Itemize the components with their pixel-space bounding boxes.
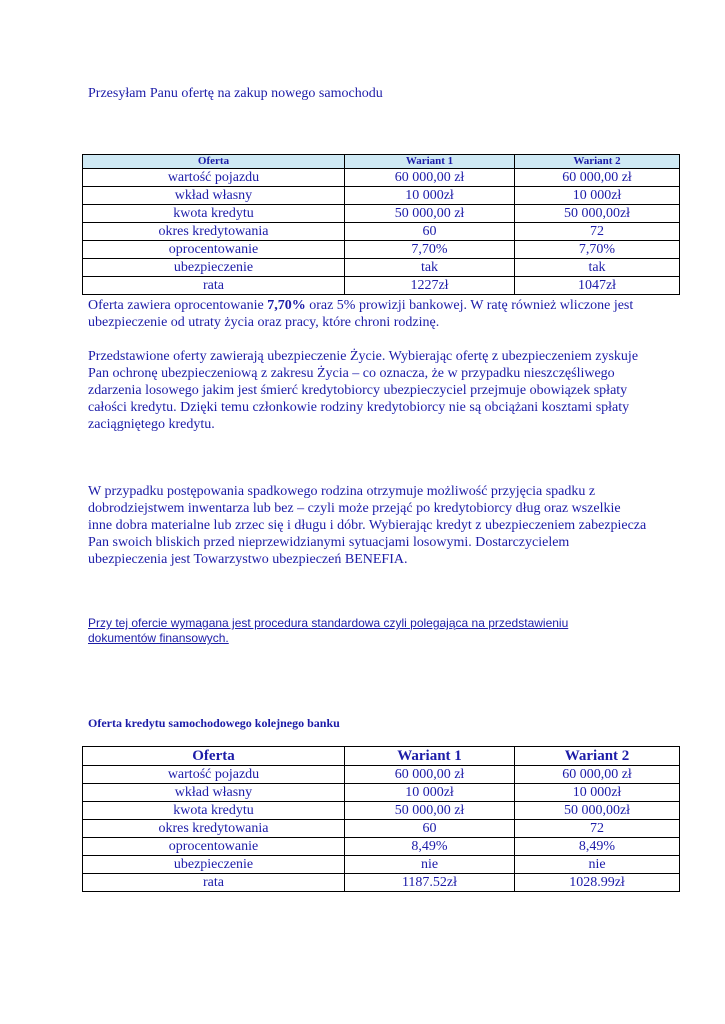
header-cell: Wariant 2: [515, 747, 680, 766]
table-cell: 1047zł: [515, 277, 680, 295]
table-cell: kwota kredytu: [83, 802, 345, 820]
table-cell: 60: [345, 820, 515, 838]
table-cell: wkład własny: [83, 187, 345, 205]
table-header-row: [83, 155, 680, 169]
offer-table-1: [82, 154, 680, 295]
table-row: [83, 277, 680, 295]
table-row: [83, 259, 680, 277]
table-cell: 8,49%: [515, 838, 680, 856]
header-cell: Wariant 1: [345, 155, 515, 169]
table-cell: nie: [345, 856, 515, 874]
table-cell: 72: [515, 820, 680, 838]
table-row: [83, 784, 680, 802]
insurance-paragraph: Przedstawione oferty zawierają ubezpieczenie Życie. Wybierając ofertę z ubezpieczeniem zyskuje Pan ochronę ubezpieczeniową z zakresu Życia – co oznacza, że w przypadku nieszczęśliwego zdarzenia losowego jakim jest śmierć kredytobiorcy ubezpieczyciel przejmuje obowiązek spłaty całości kredytu. Dzięki temu członkowie rodziny kredytobiorcy nie są obciążani kosztami spłaty zaciągniętego kredytu.: [88, 349, 639, 432]
table-cell: 7,70%: [515, 241, 680, 259]
table-cell: 50 000,00 zł: [345, 802, 515, 820]
table-row: [83, 766, 680, 784]
table-cell: tak: [345, 259, 515, 277]
table-cell: ubezpieczenie: [83, 856, 345, 874]
table-header-row: [83, 747, 680, 766]
inheritance-paragraph: W przypadku postępowania spadkowego rodzina otrzymuje możliwość przyjęcia spadku z dobrodziejstwem inwentarza lub bez – czyli może przejąć po kredytobiorcy dług oraz wszelkie inne dobra materialne lub zrzec się i długu i dóbr. Wybierając kredyt z ubezpieczeniem zabezpiecza Pan swoich bliskich przed nieprzewidzianymi sytuacjami losowymi. Dostarczycielem ubezpieczenia jest Towarzystwo ubezpieczeń BENEFIA.: [88, 484, 647, 567]
table-cell: wartość pojazdu: [83, 766, 345, 784]
table-cell: 50 000,00zł: [515, 205, 680, 223]
table-cell: okres kredytowania: [83, 223, 345, 241]
table-cell: rata: [83, 874, 345, 892]
table-cell: 1187.52zł: [345, 874, 515, 892]
offer-summary-paragraph: [88, 297, 648, 331]
table-row: [83, 223, 680, 241]
table-cell: wkład własny: [83, 784, 345, 802]
table-cell: wartość pojazdu: [83, 169, 345, 187]
table-cell: 10 000zł: [345, 187, 515, 205]
header-cell: Wariant 2: [515, 155, 680, 169]
table-cell: 60 000,00 zł: [515, 766, 680, 784]
table-row: [83, 820, 680, 838]
table-cell: nie: [515, 856, 680, 874]
table-cell: 50 000,00 zł: [345, 205, 515, 223]
table-row: [83, 205, 680, 223]
table-cell: 1028.99zł: [515, 874, 680, 892]
table-row: [83, 856, 680, 874]
table-cell: 10 000zł: [515, 784, 680, 802]
table-cell: 60 000,00 zł: [345, 169, 515, 187]
summary-text-after: oraz 5% prowizji bankowej. W ratę również wliczone jest ubezpieczenie od utraty życia oraz pracy, które chroni rodzinę.: [88, 298, 634, 330]
table-cell: 1227zł: [345, 277, 515, 295]
summary-text-before: Oferta zawiera oprocentowanie: [88, 298, 268, 313]
interest-rate-highlight: 7,70%: [267, 298, 306, 313]
table-cell: oprocentowanie: [83, 241, 345, 259]
header-cell: Oferta: [83, 155, 345, 169]
table-row: [83, 187, 680, 205]
table-cell: oprocentowanie: [83, 838, 345, 856]
table-cell: 50 000,00zł: [515, 802, 680, 820]
table-row: [83, 874, 680, 892]
table-cell: okres kredytowania: [83, 820, 345, 838]
table-cell: tak: [515, 259, 680, 277]
table-cell: 10 000zł: [345, 784, 515, 802]
table-row: [83, 838, 680, 856]
intro-text: Przesyłam Panu ofertę na zakup nowego samochodu: [88, 86, 383, 101]
table-cell: 10 000zł: [515, 187, 680, 205]
header-cell: Oferta: [83, 747, 345, 766]
table-cell: ubezpieczenie: [83, 259, 345, 277]
table-row: [83, 169, 680, 187]
table-cell: 72: [515, 223, 680, 241]
table-row: [83, 241, 680, 259]
procedure-note-link[interactable]: Przy tej ofercie wymagana jest procedura standardowa czyli polegająca na przedstawieniu dokumentów finansowych.: [88, 616, 569, 645]
table-row: [83, 802, 680, 820]
table-cell: 60 000,00 zł: [515, 169, 680, 187]
header-cell: Wariant 1: [345, 747, 515, 766]
table-cell: kwota kredytu: [83, 205, 345, 223]
table-cell: 60 000,00 zł: [345, 766, 515, 784]
table-cell: 8,49%: [345, 838, 515, 856]
offer-table-2: [82, 746, 680, 892]
second-offer-heading: Oferta kredytu samochodowego kolejnego banku: [88, 716, 340, 730]
table-cell: 60: [345, 223, 515, 241]
table-cell: 7,70%: [345, 241, 515, 259]
table-cell: rata: [83, 277, 345, 295]
